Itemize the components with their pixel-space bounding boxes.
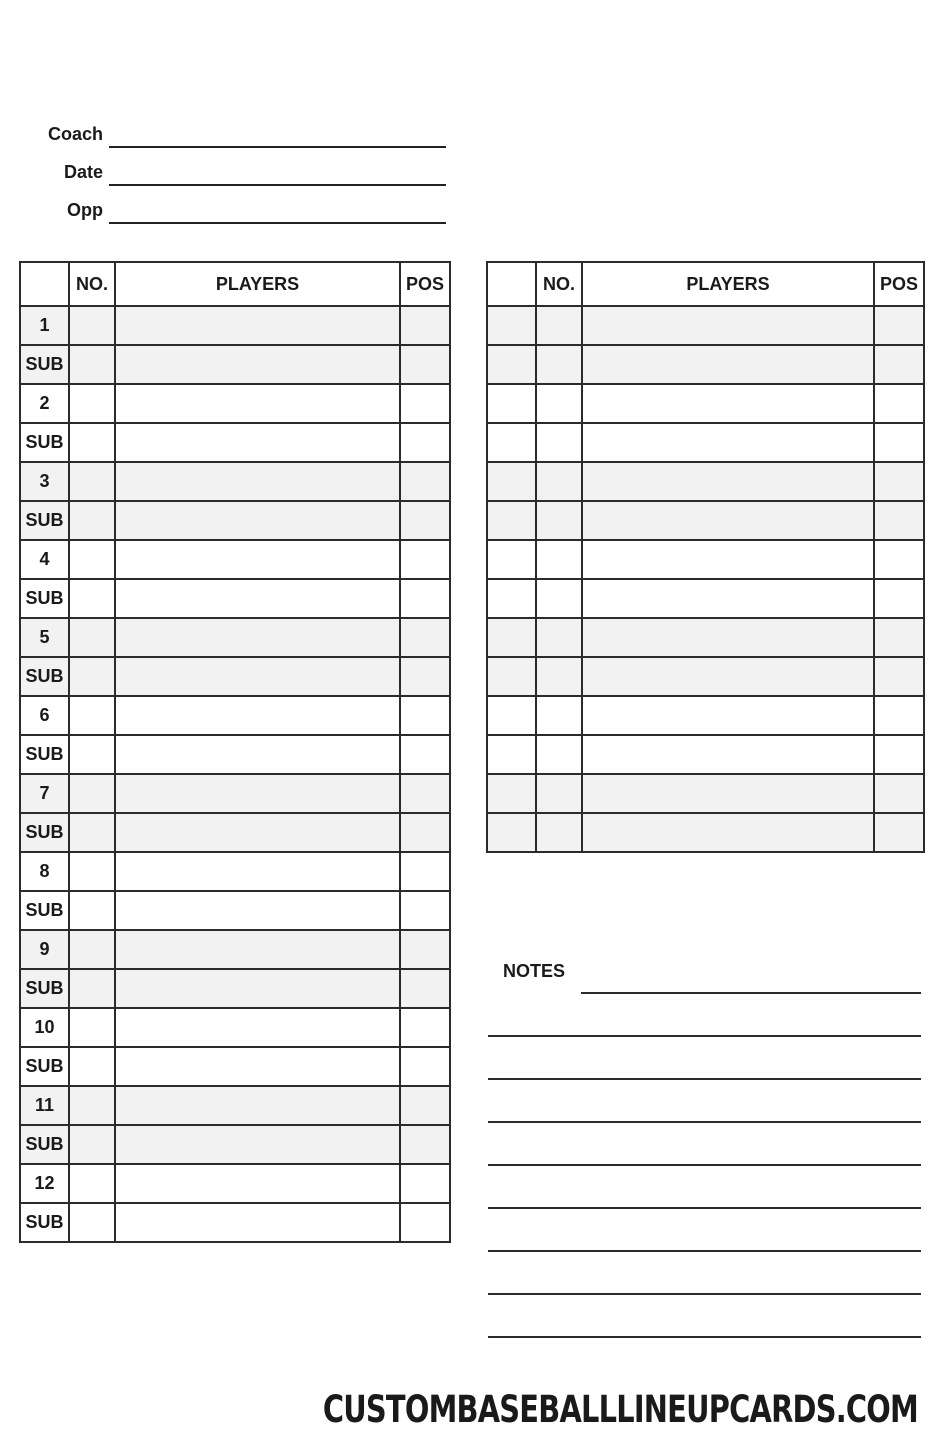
player-name-cell[interactable] (115, 306, 400, 345)
batting-slot-cell: 6 (20, 696, 69, 735)
batting-slot-cell: SUB (20, 891, 69, 930)
number-cell[interactable] (69, 657, 115, 696)
batting-slot-cell: SUB (20, 1203, 69, 1242)
player-name-cell[interactable] (115, 1164, 400, 1203)
batting-slot-cell[interactable] (487, 306, 536, 345)
player-name-cell[interactable] (115, 813, 400, 852)
header-pos: POS (400, 262, 450, 306)
number-cell[interactable] (536, 813, 582, 852)
position-cell[interactable] (400, 1125, 450, 1164)
number-cell[interactable] (69, 618, 115, 657)
table-row (487, 540, 924, 579)
header-no: NO. (536, 262, 582, 306)
batting-slot-cell: 12 (20, 1164, 69, 1203)
player-name-cell[interactable] (582, 501, 874, 540)
position-cell[interactable] (400, 423, 450, 462)
number-cell[interactable] (69, 735, 115, 774)
position-cell[interactable] (874, 501, 924, 540)
position-cell[interactable] (874, 735, 924, 774)
batting-slot-cell[interactable] (487, 579, 536, 618)
brand-website: CUSTOMBASEBALLLINEUPCARDS.COM (322, 1388, 918, 1431)
position-cell[interactable] (400, 501, 450, 540)
batting-slot-cell: 5 (20, 618, 69, 657)
opp-line[interactable] (109, 222, 446, 224)
position-cell[interactable] (400, 1086, 450, 1125)
player-name-cell[interactable] (115, 1086, 400, 1125)
player-name-cell[interactable] (582, 774, 874, 813)
date-label: Date (63, 162, 103, 182)
number-cell[interactable] (69, 1008, 115, 1047)
player-name-cell[interactable] (115, 969, 400, 1008)
table-row (487, 735, 924, 774)
table-row (487, 579, 924, 618)
lineup-table-left (19, 261, 451, 1243)
player-name-cell[interactable] (582, 306, 874, 345)
table-row (487, 813, 924, 852)
position-cell[interactable] (874, 306, 924, 345)
position-cell[interactable] (874, 540, 924, 579)
table-header-row (487, 262, 924, 306)
number-cell[interactable] (69, 579, 115, 618)
number-cell[interactable] (69, 891, 115, 930)
table-row (20, 1125, 450, 1164)
number-cell[interactable] (69, 774, 115, 813)
notes-line[interactable] (488, 1336, 921, 1338)
player-name-cell[interactable] (115, 384, 400, 423)
player-name-cell[interactable] (115, 1047, 400, 1086)
table-row (20, 384, 450, 423)
number-cell[interactable] (69, 969, 115, 1008)
batting-slot-cell: 3 (20, 462, 69, 501)
player-name-cell[interactable] (582, 423, 874, 462)
batting-slot-cell[interactable] (487, 462, 536, 501)
table-row (487, 384, 924, 423)
player-name-cell[interactable] (582, 384, 874, 423)
batting-slot-cell: 7 (20, 774, 69, 813)
batting-slot-cell: 1 (20, 306, 69, 345)
position-cell[interactable] (400, 579, 450, 618)
player-name-cell[interactable] (582, 696, 874, 735)
player-name-cell[interactable] (115, 1125, 400, 1164)
position-cell[interactable] (400, 891, 450, 930)
number-cell[interactable] (69, 1086, 115, 1125)
table-row (487, 501, 924, 540)
batting-slot-cell: SUB (20, 345, 69, 384)
header-slot-cell (20, 262, 69, 306)
table-row (20, 813, 450, 852)
table-row (487, 618, 924, 657)
player-name-cell[interactable] (115, 345, 400, 384)
number-cell[interactable] (69, 1203, 115, 1242)
batting-slot-cell: 2 (20, 384, 69, 423)
batting-slot-cell[interactable] (487, 657, 536, 696)
position-cell[interactable] (400, 462, 450, 501)
table-row (20, 696, 450, 735)
number-cell[interactable] (536, 696, 582, 735)
table-row (20, 657, 450, 696)
player-name-cell[interactable] (115, 540, 400, 579)
notes-line[interactable] (488, 1035, 921, 1037)
table-row (20, 345, 450, 384)
position-cell[interactable] (400, 774, 450, 813)
player-name-cell[interactable] (582, 540, 874, 579)
date-line[interactable] (109, 184, 446, 186)
number-cell[interactable] (69, 1125, 115, 1164)
batting-slot-cell[interactable] (487, 696, 536, 735)
batting-slot-cell: SUB (20, 423, 69, 462)
player-name-cell[interactable] (115, 891, 400, 930)
number-cell[interactable] (69, 462, 115, 501)
position-cell[interactable] (400, 813, 450, 852)
header-no: NO. (69, 262, 115, 306)
lineup-body-left (20, 306, 450, 1242)
batting-slot-cell[interactable] (487, 384, 536, 423)
position-cell[interactable] (874, 774, 924, 813)
table-row (487, 423, 924, 462)
table-row (487, 657, 924, 696)
header-pos: POS (874, 262, 924, 306)
table-row (20, 540, 450, 579)
number-cell[interactable] (536, 540, 582, 579)
table-row (20, 579, 450, 618)
table-row (20, 1008, 450, 1047)
player-name-cell[interactable] (115, 774, 400, 813)
table-row (487, 462, 924, 501)
notes-line[interactable] (488, 1207, 921, 1209)
notes-line[interactable] (488, 1250, 921, 1252)
batting-slot-cell: SUB (20, 735, 69, 774)
table-row (20, 462, 450, 501)
batting-slot-cell[interactable] (487, 774, 536, 813)
notes-label: NOTES (503, 961, 566, 981)
position-cell[interactable] (400, 345, 450, 384)
number-cell[interactable] (536, 345, 582, 384)
position-cell[interactable] (874, 657, 924, 696)
batting-slot-cell: SUB (20, 813, 69, 852)
notes-line[interactable] (488, 1121, 921, 1123)
position-cell[interactable] (400, 540, 450, 579)
player-name-cell[interactable] (582, 813, 874, 852)
batting-slot-cell: SUB (20, 501, 69, 540)
number-cell[interactable] (536, 306, 582, 345)
number-cell[interactable] (69, 696, 115, 735)
player-name-cell[interactable] (115, 852, 400, 891)
position-cell[interactable] (400, 618, 450, 657)
table-row (20, 306, 450, 345)
number-cell[interactable] (69, 345, 115, 384)
batting-slot-cell[interactable] (487, 423, 536, 462)
player-name-cell[interactable] (115, 696, 400, 735)
player-name-cell[interactable] (115, 1008, 400, 1047)
table-row (20, 1203, 450, 1242)
number-cell[interactable] (69, 813, 115, 852)
table-row (487, 306, 924, 345)
notes-line[interactable] (581, 992, 921, 994)
player-name-cell[interactable] (115, 735, 400, 774)
number-cell[interactable] (536, 618, 582, 657)
position-cell[interactable] (400, 657, 450, 696)
number-cell[interactable] (536, 579, 582, 618)
position-cell[interactable] (400, 1047, 450, 1086)
table-row (20, 891, 450, 930)
number-cell[interactable] (69, 1164, 115, 1203)
batting-slot-cell: 9 (20, 930, 69, 969)
table-row (20, 852, 450, 891)
batting-slot-cell[interactable] (487, 735, 536, 774)
notes-line[interactable] (488, 1078, 921, 1080)
player-name-cell[interactable] (115, 501, 400, 540)
number-cell[interactable] (536, 423, 582, 462)
number-cell[interactable] (536, 735, 582, 774)
header-players: PLAYERS (582, 262, 874, 306)
batting-slot-cell: SUB (20, 1125, 69, 1164)
player-name-cell[interactable] (115, 1203, 400, 1242)
batting-slot-cell: SUB (20, 969, 69, 1008)
table-row (20, 1047, 450, 1086)
position-cell[interactable] (400, 735, 450, 774)
number-cell[interactable] (536, 774, 582, 813)
position-cell[interactable] (400, 969, 450, 1008)
position-cell[interactable] (400, 306, 450, 345)
position-cell[interactable] (874, 579, 924, 618)
batting-slot-cell[interactable] (487, 501, 536, 540)
coach-line[interactable] (109, 146, 446, 148)
position-cell[interactable] (874, 696, 924, 735)
table-row (20, 423, 450, 462)
header-slot-cell (487, 262, 536, 306)
player-name-cell[interactable] (582, 657, 874, 696)
batting-slot-cell: 8 (20, 852, 69, 891)
batting-slot-cell: 11 (20, 1086, 69, 1125)
player-name-cell[interactable] (582, 579, 874, 618)
batting-slot-cell: SUB (20, 657, 69, 696)
batting-slot-cell[interactable] (487, 813, 536, 852)
number-cell[interactable] (69, 1047, 115, 1086)
batting-slot-cell: 4 (20, 540, 69, 579)
number-cell[interactable] (536, 384, 582, 423)
player-name-cell[interactable] (582, 345, 874, 384)
table-row (20, 1164, 450, 1203)
position-cell[interactable] (400, 930, 450, 969)
table-row (487, 696, 924, 735)
header-players: PLAYERS (115, 262, 400, 306)
table-row (20, 774, 450, 813)
position-cell[interactable] (400, 852, 450, 891)
batting-slot-cell: SUB (20, 1047, 69, 1086)
position-cell[interactable] (400, 1008, 450, 1047)
batting-slot-cell[interactable] (487, 618, 536, 657)
player-name-cell[interactable] (115, 423, 400, 462)
table-row (20, 735, 450, 774)
number-cell[interactable] (69, 852, 115, 891)
table-row (20, 930, 450, 969)
player-name-cell[interactable] (115, 462, 400, 501)
lineup-body-right (487, 306, 924, 852)
lineup-table-right (486, 261, 925, 853)
number-cell[interactable] (69, 384, 115, 423)
table-row (20, 1086, 450, 1125)
opp-label: Opp (67, 200, 103, 220)
table-row (20, 969, 450, 1008)
position-cell[interactable] (400, 1164, 450, 1203)
position-cell[interactable] (874, 423, 924, 462)
table-row (20, 618, 450, 657)
player-name-cell[interactable] (582, 462, 874, 501)
position-cell[interactable] (400, 696, 450, 735)
player-name-cell[interactable] (582, 735, 874, 774)
table-row (20, 501, 450, 540)
number-cell[interactable] (69, 423, 115, 462)
table-row (487, 774, 924, 813)
player-name-cell[interactable] (115, 657, 400, 696)
player-name-cell[interactable] (582, 618, 874, 657)
notes-line[interactable] (488, 1164, 921, 1166)
position-cell[interactable] (400, 1203, 450, 1242)
position-cell[interactable] (874, 345, 924, 384)
number-cell[interactable] (69, 930, 115, 969)
coach-label: Coach (47, 124, 103, 144)
player-name-cell[interactable] (115, 930, 400, 969)
number-cell[interactable] (69, 540, 115, 579)
position-cell[interactable] (874, 462, 924, 501)
notes-line[interactable] (488, 1293, 921, 1295)
table-header-row (20, 262, 450, 306)
batting-slot-cell[interactable] (487, 345, 536, 384)
table-row (487, 345, 924, 384)
player-name-cell[interactable] (115, 579, 400, 618)
number-cell[interactable] (69, 306, 115, 345)
number-cell[interactable] (536, 462, 582, 501)
batting-slot-cell: 10 (20, 1008, 69, 1047)
batting-slot-cell[interactable] (487, 540, 536, 579)
player-name-cell[interactable] (115, 618, 400, 657)
position-cell[interactable] (400, 384, 450, 423)
batting-slot-cell: SUB (20, 579, 69, 618)
number-cell[interactable] (536, 657, 582, 696)
position-cell[interactable] (874, 384, 924, 423)
position-cell[interactable] (874, 618, 924, 657)
position-cell[interactable] (874, 813, 924, 852)
number-cell[interactable] (69, 501, 115, 540)
number-cell[interactable] (536, 501, 582, 540)
